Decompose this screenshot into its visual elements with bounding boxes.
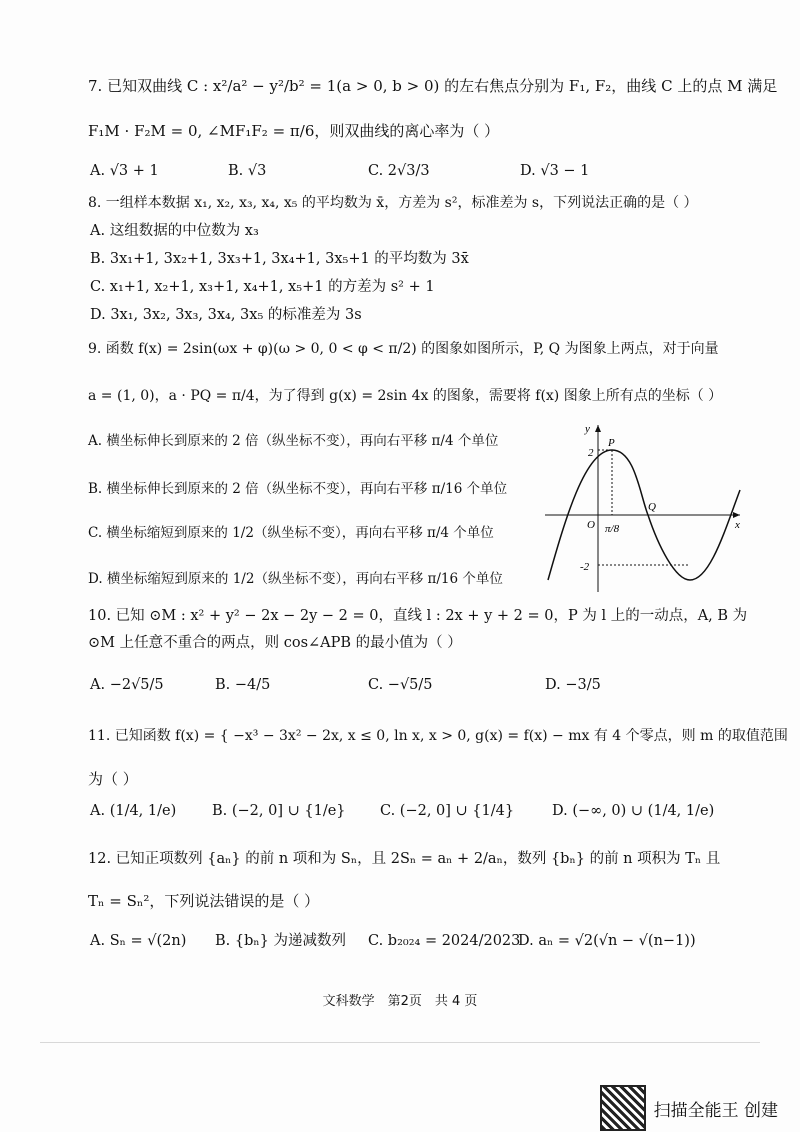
tick-neg-2: -2 <box>580 561 590 573</box>
q9-option-a: A. 横坐标伸长到原来的 2 倍（纵坐标不变），再向右平移 π/4 个单位 <box>88 433 499 449</box>
q7-line1: 7. 已知双曲线 C : x²/a² − y²/b² = 1(a > 0, b > 0) 的左右焦点分别为 F₁, F₂，曲线 C 上的点 M 满足 <box>88 77 778 95</box>
q9-line2: a = (1, 0)，a · PQ = π/4，为了得到 g(x) = 2sin 4x 的图象，需要将 f(x) 图象上所有点的坐标（ ） <box>88 388 723 404</box>
q9-option-d: D. 横坐标缩短到原来的 1/2（纵坐标不变），再向右平移 π/16 个单位 <box>88 571 503 587</box>
q10-option-d: D. −3/5 <box>545 677 601 693</box>
x-label: x <box>735 519 740 531</box>
q11-option-a: A. (1/4, 1/e) <box>90 803 177 819</box>
q8-option-d: D. 3x₁, 3x₂, 3x₃, 3x₄, 3x₅ 的标准差为 3s <box>90 307 362 323</box>
q12-option-d: D. aₙ = √2(√n − √(n−1)) <box>518 933 696 949</box>
x-axis-arrow-icon <box>733 512 740 518</box>
q11-line1: 11. 已知函数 f(x) = { −x³ − 3x² − 2x, x ≤ 0, ln x, x > 0, g(x) = f(x) − mx 有 4 个零点，则 m 的取值范围 <box>88 728 788 744</box>
q9-line1: 9. 函数 f(x) = 2sin(ωx + φ)(ω > 0, 0 < φ < π/2) 的图象如图所示，P, Q 为图象上两点，对于向量 <box>88 341 719 357</box>
q12-option-c: C. b₂₀₂₄ = 2024/2023 <box>368 933 521 949</box>
q10-option-b: B. −4/5 <box>215 677 271 693</box>
p-label: P <box>608 437 615 449</box>
q12-option-a: A. Sₙ = √(2n) <box>90 933 187 949</box>
q7-option-c: C. 2√3/3 <box>368 163 430 179</box>
q7-option-a: A. √3 + 1 <box>90 163 159 179</box>
watermark-text: 扫描全能王 创建 <box>653 1100 778 1121</box>
q10-option-c: C. −√5/5 <box>368 677 433 693</box>
q8-stem: 8. 一组样本数据 x₁, x₂, x₃, x₄, x₅ 的平均数为 x̄，方差为 s²，标准差为 s，下列说法正确的是（ ） <box>88 195 698 211</box>
divider <box>40 1042 760 1043</box>
q11-line2: 为（ ） <box>88 770 138 788</box>
qr-code-icon <box>600 1085 646 1131</box>
q8-option-c: C. x₁+1, x₂+1, x₃+1, x₄+1, x₅+1 的方差为 s² + 1 <box>90 279 435 295</box>
q9-option-c: C. 横坐标缩短到原来的 1/2（纵坐标不变），再向右平移 π/4 个单位 <box>88 525 494 541</box>
scanner-watermark <box>600 1085 778 1131</box>
q7-option-d: D. √3 − 1 <box>520 163 590 179</box>
q12-line1: 12. 已知正项数列 {aₙ} 的前 n 项和为 Sₙ，且 2Sₙ = aₙ + 2/aₙ，数列 {bₙ} 的前 n 项积为 Tₙ 且 <box>88 851 721 867</box>
q10-line2: ⊙M 上任意不重合的两点，则 cos∠APB 的最小值为（ ） <box>88 635 462 651</box>
q9-sine-graph <box>540 420 750 595</box>
q8-option-a: A. 这组数据的中位数为 x₃ <box>90 223 259 239</box>
q11-option-c: C. (−2, 0] ∪ {1/4} <box>380 803 515 819</box>
q-label: Q <box>648 501 656 513</box>
tick-2: 2 <box>588 447 594 459</box>
q7-line2: F₁M · F₂M = 0, ∠MF₁F₂ = π/6，则双曲线的离心率为（ ） <box>88 122 500 140</box>
q8-option-b: B. 3x₁+1, 3x₂+1, 3x₃+1, 3x₄+1, 3x₅+1 的平均数为 3x̄ <box>90 251 469 267</box>
q11-option-b: B. (−2, 0] ∪ {1/e} <box>212 803 346 819</box>
q10-line1: 10. 已知 ⊙M : x² + y² − 2x − 2y − 2 = 0，直线 l : 2x + y + 2 = 0，P 为 l 上的一动点，A, B 为 <box>88 608 748 624</box>
q7-option-b: B. √3 <box>228 163 267 179</box>
q10-option-a: A. −2√5/5 <box>90 677 164 693</box>
page-footer: 文科数学 第2页 共 4 页 <box>322 994 478 1009</box>
tick-pi8: π/8 <box>605 523 620 535</box>
q12-option-b: B. {bₙ} 为递减数列 <box>215 933 346 949</box>
q9-option-b: B. 横坐标伸长到原来的 2 倍（纵坐标不变），再向右平移 π/16 个单位 <box>88 481 508 497</box>
q11-option-d: D. (−∞, 0) ∪ (1/4, 1/e) <box>552 803 715 819</box>
y-label: y <box>585 423 590 435</box>
y-axis-arrow-icon <box>595 425 601 432</box>
q12-line2: Tₙ = Sₙ²，下列说法错误的是（ ） <box>88 892 320 910</box>
origin-label: O <box>587 519 595 531</box>
